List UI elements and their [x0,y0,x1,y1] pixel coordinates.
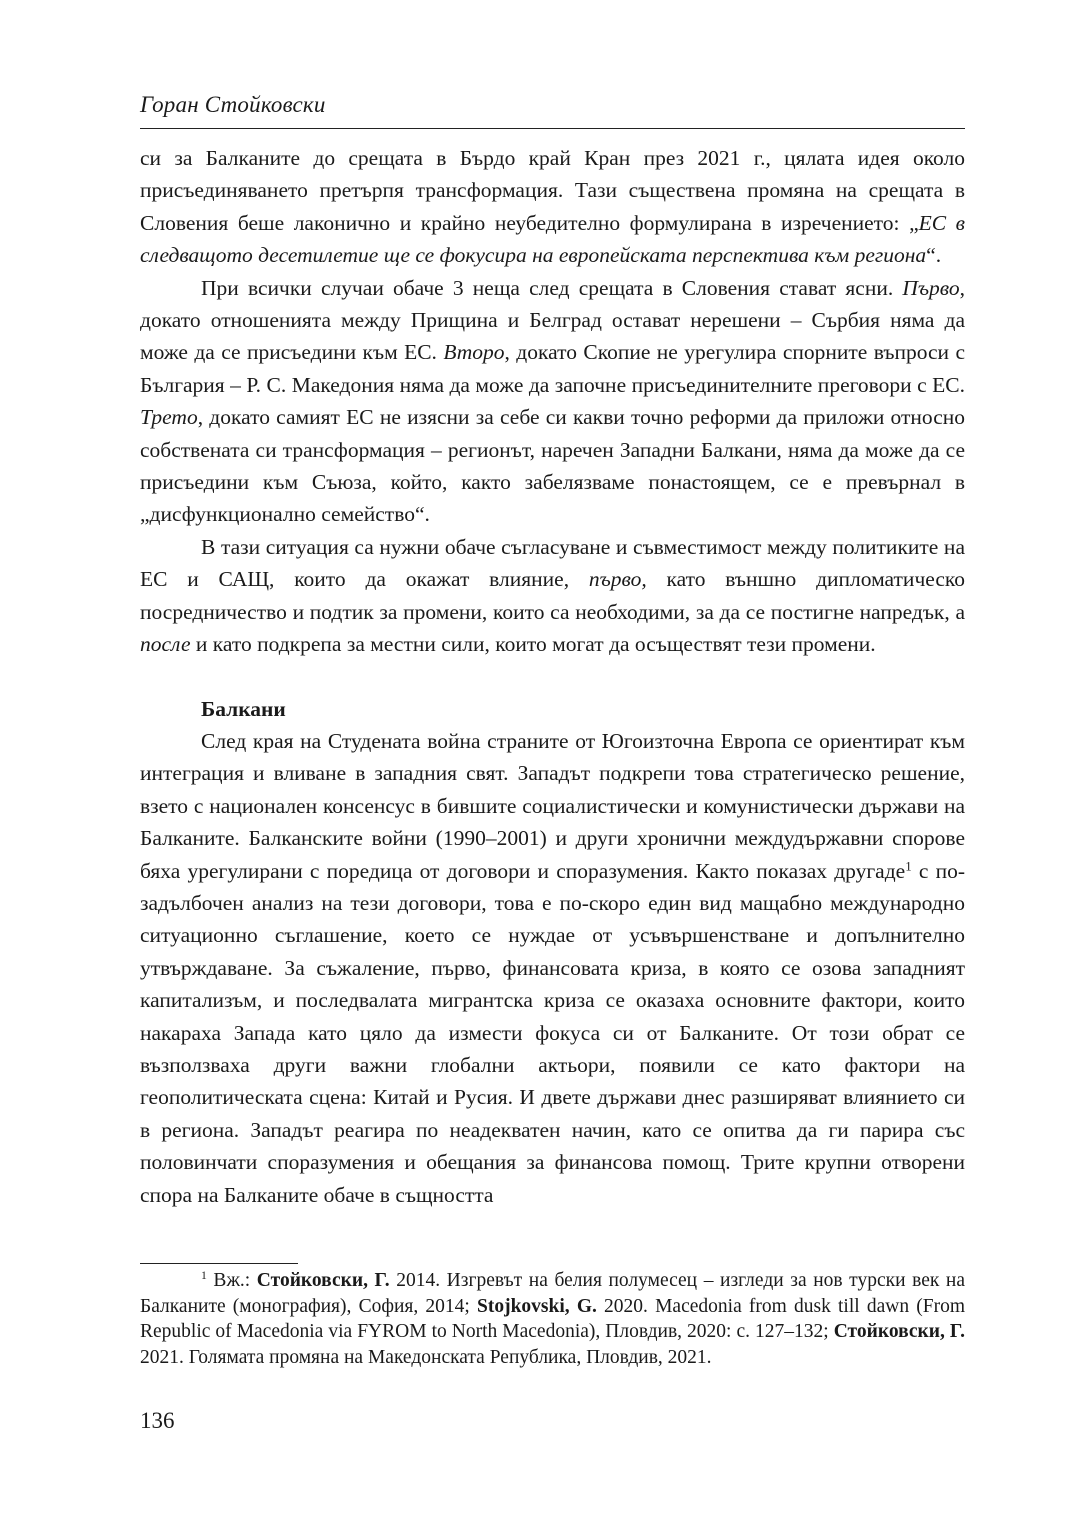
footnote-text-a: Вж.: [206,1270,257,1291]
page-number: 136 [140,1408,175,1433]
footnote-author-3: Стойковски, Г. [833,1321,965,1342]
paragraph-4-text-a: След края на Студената война страните от Югоизточна Европа се ориентират към интеграция и вливане в западния свят. Западът подкрепи това стратегическо решение, взето с национален консенсус в бившите социалистически и комунистически държави на Балканите. Балканските войни (1990–2001) и други хронични междудържавни спорове бяха урегулирани с поредица от договори и споразумения. Както показах другаде [140,728,965,883]
header-rule [140,128,965,129]
emphasis-third: Трето [140,405,198,430]
footnote [140,1268,965,1370]
paragraph-3 [140,531,965,661]
paragraph-2-text-d: , докато самият ЕС не изясни за себе си какви точно реформи да приложи относно собствената си трансформация – регионът, наречен Западни Балкани, няма да може да се присъедини към Съюза, който, както забелязваме понастоящем, се е превърнал в „дисфункционално семейство“. [140,405,965,527]
paragraph-2-text-b: , докато отношенията между Прищина и Белград остават нерешени – Сърбия няма да може да се присъедини към ЕС. [140,275,965,365]
main-text [140,142,965,1211]
paragraph-2-text-c: , докато Скопие не урегулира спорните въпроси с България – Р. С. Македония няма да може да започне присъединителните преговори с ЕС. [140,340,965,397]
footnote-text-d: 2021. Голямата промяна на Македонската Република, Пловдив, 2021. [140,1346,712,1368]
footnote-reference[interactable]: 1 [905,858,912,873]
paragraph-1-end: “. [926,243,942,268]
paragraph-4 [140,725,965,1211]
footnote-marker: 1 [201,1268,207,1282]
paragraph-1-quote: ЕС в следващото десетилетие ще се фокусира на европейската перспектива към региона [140,210,965,268]
footnote-rule [140,1263,298,1264]
paragraph-3-text-c: и като подкрепа за местни сили, които могат да осъществят тези промени. [190,632,876,657]
emphasis-after: после [140,632,191,657]
emphasis-first-lower: първо, [588,567,647,592]
emphasis-second: Второ [443,340,505,365]
footnote-text-c: 2020. Macedonia from dusk till dawn (From Republic of Macedonia via FYROM to North Macedonia), Пловдив, 2020: с. 127–132; [140,1295,965,1342]
emphasis-first: Първо [902,275,960,300]
paragraph-2 [140,272,965,531]
paragraph-3-text-a: В тази ситуация са нужни обаче съгласуване и съвместимост между политиките на ЕС и САЩ, които да окажат влияние, [140,534,965,592]
footnote-text-b: 2014. Изгревът на белия полумесец – изгледи за нов турски век на Балканите (монография), София, 2014; [140,1270,966,1317]
paragraph-3-text-b: като външно дипломатическо посредничество и подтик за промени, които са необходими, за да се постигне напредък, а [140,567,965,624]
footnote-author-1: Стойковски, Г. [256,1270,390,1291]
running-head: Горан Стойковски [140,92,326,117]
section-heading: Балкани [201,696,286,721]
paragraph-1-text: си за Балканите до срещата в Бърдо край Кран през 2021 г., цялата идея около присъединяването претърпя трансформация. Тази съществена промяна на срещата в Словения беше лаконично и крайно неубедително формулирана в изречението: „ [140,146,965,235]
paragraph-1 [140,142,965,272]
paragraph-4-text-b: с по-задълбочен анализ на тези договори, това е по-скоро един вид мащабно международно ситуационно съглашение, което се нуждае от усъвършенстване и допълнително утвърждаване. За съжаление, първо, финансовата криза, в която се озова западният капитализъм, и последвалата мигрантска криза се оказаха основните фактори, които накараха Запада като цяло да измести фокуса си от Балканите. От този обрат се възползваха други важни глобални актьори, появили се като фактори на геополитическата сцена: Китай и Русия. И двете държави днес разширяват влиянието си в региона. Западът реагира по неадекватен начин, като се опитва да ги парира със половинчати споразумения и обещания за финансова помощ. Трите крупни отворени спора на Балканите обаче в същността [140,858,965,1207]
paragraph-2-text-a: При всички случаи обаче 3 неща след срещата в Словения стават ясни. [201,275,903,300]
footnote-author-2: Stojkovski, G. [477,1295,597,1317]
